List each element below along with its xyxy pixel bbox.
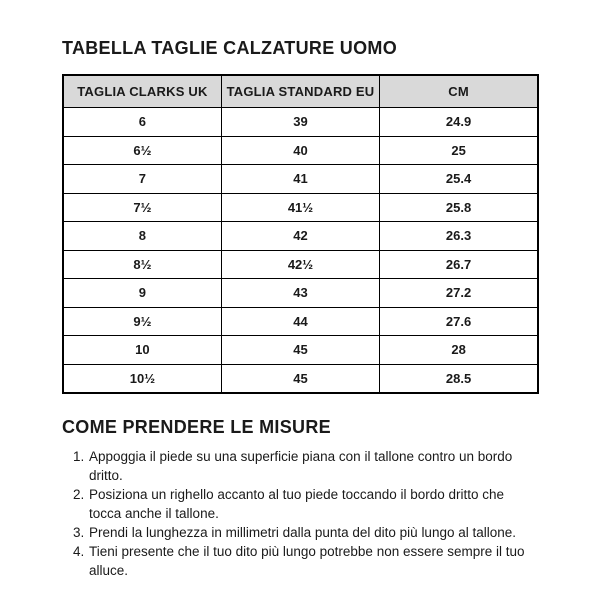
table-header-row bbox=[63, 75, 538, 108]
table-cell: 8 bbox=[63, 222, 221, 251]
size-table-body bbox=[63, 108, 538, 394]
table-cell: 27.6 bbox=[380, 307, 538, 336]
table-row bbox=[63, 279, 538, 308]
table-cell: 39 bbox=[221, 108, 379, 137]
instruction-step: 2. Posiziona un righello accanto al tuo piede toccando il bordo dritto che tocca anche il tallone. bbox=[88, 485, 539, 523]
table-cell: 42½ bbox=[221, 250, 379, 279]
instruction-step: 4. Tieni presente che il tuo dito più lungo potrebbe non essere sempre il tuo alluce. bbox=[88, 542, 539, 580]
table-cell: 45 bbox=[221, 336, 379, 365]
instructions-list bbox=[62, 447, 539, 580]
table-cell: 41½ bbox=[221, 193, 379, 222]
table-cell: 6½ bbox=[63, 136, 221, 165]
table-row bbox=[63, 165, 538, 194]
table-cell: 26.3 bbox=[380, 222, 538, 251]
instruction-step: 1. Appoggia il piede su una superficie piana con il tallone contro un bordo dritto. bbox=[88, 447, 539, 485]
table-cell: 25 bbox=[380, 136, 538, 165]
size-table-header bbox=[63, 75, 538, 108]
table-cell: 7 bbox=[63, 165, 221, 194]
column-header-eu: TAGLIA STANDARD EU bbox=[221, 75, 379, 108]
table-row bbox=[63, 307, 538, 336]
size-table bbox=[62, 74, 539, 394]
table-cell: 43 bbox=[221, 279, 379, 308]
table-cell: 28.5 bbox=[380, 364, 538, 393]
table-row bbox=[63, 136, 538, 165]
table-row bbox=[63, 364, 538, 393]
table-cell: 7½ bbox=[63, 193, 221, 222]
table-row bbox=[63, 193, 538, 222]
table-row bbox=[63, 222, 538, 251]
table-cell: 26.7 bbox=[380, 250, 538, 279]
table-cell: 41 bbox=[221, 165, 379, 194]
table-cell: 9 bbox=[63, 279, 221, 308]
table-cell: 25.8 bbox=[380, 193, 538, 222]
table-row bbox=[63, 108, 538, 137]
table-cell: 8½ bbox=[63, 250, 221, 279]
table-cell: 10½ bbox=[63, 364, 221, 393]
table-cell: 28 bbox=[380, 336, 538, 365]
table-cell: 6 bbox=[63, 108, 221, 137]
table-cell: 25.4 bbox=[380, 165, 538, 194]
table-cell: 42 bbox=[221, 222, 379, 251]
column-header-cm: CM bbox=[380, 75, 538, 108]
table-cell: 44 bbox=[221, 307, 379, 336]
page-title: TABELLA TAGLIE CALZATURE UOMO bbox=[62, 38, 397, 58]
table-cell: 27.2 bbox=[380, 279, 538, 308]
instruction-step: 3. Prendi la lunghezza in millimetri dalla punta del dito più lungo al tallone. bbox=[88, 523, 539, 542]
table-cell: 45 bbox=[221, 364, 379, 393]
table-cell: 9½ bbox=[63, 307, 221, 336]
table-cell: 10 bbox=[63, 336, 221, 365]
table-cell: 40 bbox=[221, 136, 379, 165]
table-cell: 24.9 bbox=[380, 108, 538, 137]
table-row bbox=[63, 336, 538, 365]
table-row bbox=[63, 250, 538, 279]
measure-section-heading: COME PRENDERE LE MISURE bbox=[62, 417, 331, 437]
column-header-uk: TAGLIA CLARKS UK bbox=[63, 75, 221, 108]
